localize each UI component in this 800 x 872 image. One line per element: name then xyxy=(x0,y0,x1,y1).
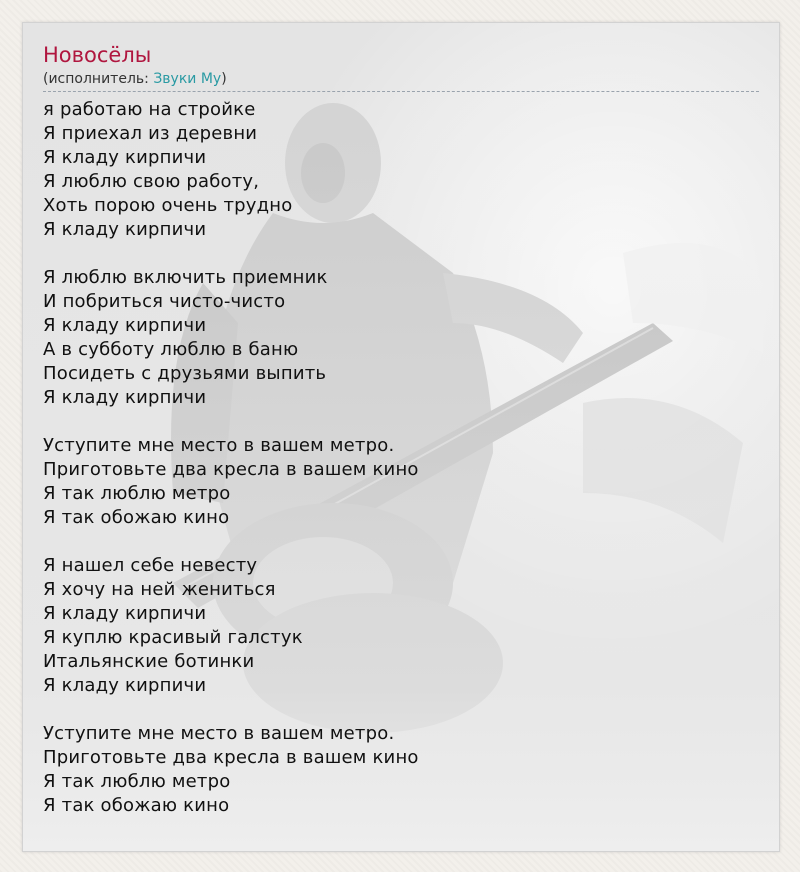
lyric-line: Я кладу кирпичи xyxy=(43,675,207,696)
lyric-line: Я так обожаю кино xyxy=(43,795,230,816)
lyric-line: Я кладу кирпичи xyxy=(43,603,207,624)
lyric-line: Я кладу кирпичи xyxy=(43,147,207,168)
lyric-line: Я нашел себе невесту xyxy=(43,555,258,576)
lyric-line: Итальянские ботинки xyxy=(43,651,255,672)
lyric-line: Я так обожаю кино xyxy=(43,507,230,528)
lyric-line: Я кладу кирпичи xyxy=(43,387,207,408)
stanza xyxy=(43,554,759,698)
performer-suffix: ) xyxy=(221,71,227,87)
artist-link[interactable]: Звуки Му xyxy=(153,71,222,87)
lyric-line: Я кладу кирпичи xyxy=(43,219,207,240)
lyric-line: Я так люблю метро xyxy=(43,771,231,792)
lyric-line: Я кладу кирпичи xyxy=(43,315,207,336)
stanza xyxy=(43,434,759,530)
lyric-line: Посидеть с друзьями выпить xyxy=(43,363,327,384)
lyric-line: А в субботу люблю в баню xyxy=(43,339,299,360)
lyric-line: И побриться чисто-чисто xyxy=(43,291,286,312)
lyric-line: Приготовьте два кресла в вашем кино xyxy=(43,459,419,480)
lyric-line: Уступите мне место в вашем метро. xyxy=(43,435,395,456)
lyrics-content xyxy=(43,41,759,842)
stanza xyxy=(43,722,759,818)
lyric-line: Я люблю включить приемник xyxy=(43,267,328,288)
stanza xyxy=(43,266,759,410)
lyric-line: Я люблю свою работу, xyxy=(43,171,260,192)
performer-prefix: (исполнитель: xyxy=(43,71,154,87)
lyrics-text xyxy=(43,98,759,818)
lyric-line: Хоть порою очень трудно xyxy=(43,195,293,216)
stanza xyxy=(43,98,759,242)
lyric-line: Уступите мне место в вашем метро. xyxy=(43,723,395,744)
performer-line xyxy=(43,69,759,92)
lyric-line: Я хочу на ней жениться xyxy=(43,579,276,600)
lyric-line: я работаю на стройке xyxy=(43,99,256,120)
lyric-line: Я так люблю метро xyxy=(43,483,231,504)
lyrics-card xyxy=(22,22,780,852)
song-title: Новосёлы xyxy=(43,43,152,67)
lyric-line: Приготовьте два кресла в вашем кино xyxy=(43,747,419,768)
lyric-line: Я куплю красивый галстук xyxy=(43,627,303,648)
lyric-line: Я приехал из деревни xyxy=(43,123,258,144)
